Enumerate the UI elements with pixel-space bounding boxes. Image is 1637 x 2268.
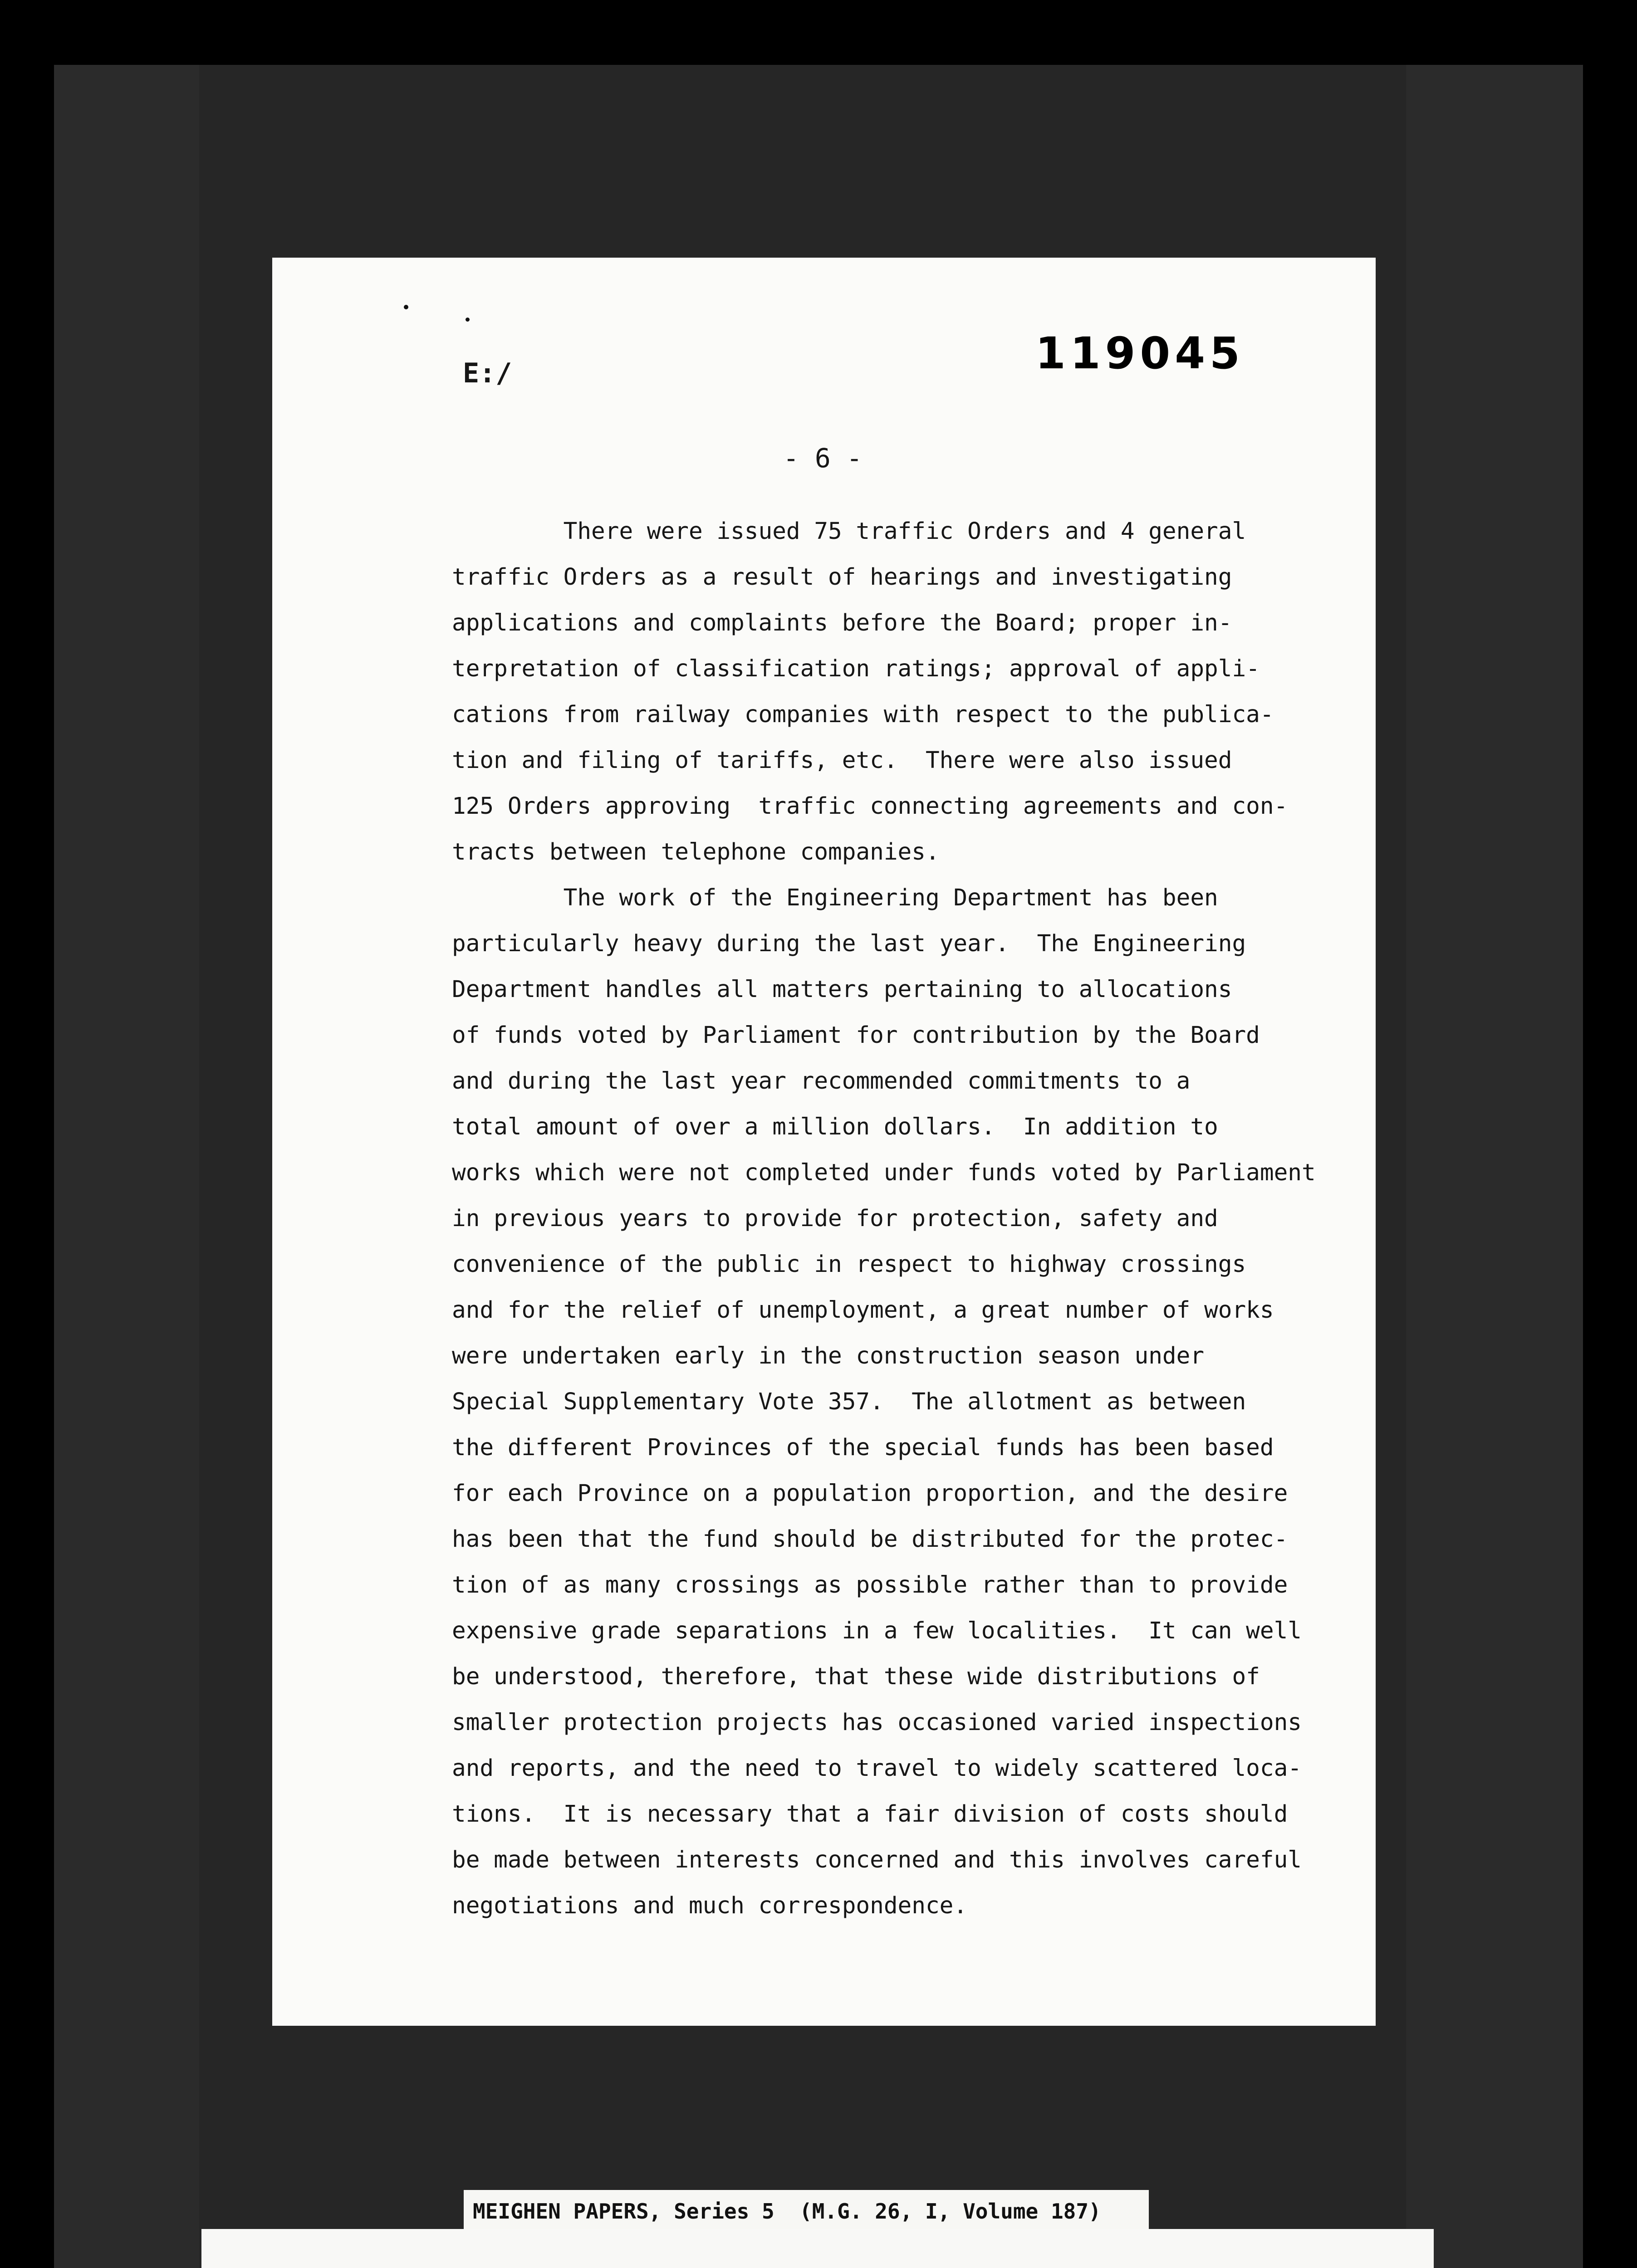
text-line: smaller protection projects has occasioned varied inspections xyxy=(452,1709,1302,1736)
body-text xyxy=(272,258,1376,2026)
text-line: traffic Orders as a result of hearings and investigating xyxy=(452,564,1232,591)
text-line: tions. It is necessary that a fair division of costs should xyxy=(452,1801,1288,1828)
text-line: and for the relief of unemployment, a great number of works xyxy=(452,1297,1274,1324)
typist-initials: E:/ xyxy=(463,357,512,389)
text-line: in previous years to provide for protection, safety and xyxy=(452,1205,1218,1232)
text-line: for each Province on a population proportion, and the desire xyxy=(452,1480,1288,1507)
archive-stamp-card xyxy=(201,2229,1434,2268)
typed-page xyxy=(272,258,1376,2026)
text-line: has been that the fund should be distributed for the protec- xyxy=(452,1526,1288,1553)
collection-label-text: MEIGHEN PAPERS, Series 5 (M.G. 26, I, Volume 187) xyxy=(473,2199,1101,2224)
text-line: Department handles all matters pertaining to allocations xyxy=(452,976,1232,1003)
text-line: applications and complaints before the Board; proper in- xyxy=(452,610,1232,636)
text-line: be made between interests concerned and this involves careful xyxy=(452,1847,1302,1873)
speck-mark xyxy=(404,305,408,309)
text-line: and reports, and the need to travel to widely scattered loca- xyxy=(452,1755,1302,1782)
text-line: were undertaken early in the construction season under xyxy=(452,1343,1205,1369)
text-line: tion of as many crossings as possible rather than to provide xyxy=(452,1572,1288,1598)
text-line: 125 Orders approving traffic connecting agreements and con- xyxy=(452,793,1288,820)
text-line: The work of the Engineering Department has been xyxy=(452,885,1218,911)
text-line: Special Supplementary Vote 357. The allotment as between xyxy=(452,1388,1246,1415)
text-line: be understood, therefore, that these wide distributions of xyxy=(452,1663,1260,1690)
text-line: negotiations and much correspondence. xyxy=(452,1892,968,1919)
page-number: - 6 - xyxy=(783,443,863,474)
text-line: expensive grade separations in a few localities. It can well xyxy=(452,1618,1302,1644)
text-line: particularly heavy during the last year. The Engineering xyxy=(452,930,1246,957)
text-line: convenience of the public in respect to highway crossings xyxy=(452,1251,1246,1278)
collection-label xyxy=(464,2190,1149,2235)
text-line: There were issued 75 traffic Orders and 4 general xyxy=(452,518,1246,545)
text-line: terpretation of classification ratings; approval of appli- xyxy=(452,655,1260,682)
speck-mark xyxy=(466,318,470,322)
text-line: total amount of over a million dollars. In addition to xyxy=(452,1114,1218,1140)
text-line: the different Provinces of the special funds has been based xyxy=(452,1434,1274,1461)
text-line: and during the last year recommended commitments to a xyxy=(452,1068,1191,1095)
text-line: tracts between telephone companies. xyxy=(452,839,940,865)
text-line: tion and filing of tariffs, etc. There were also issued xyxy=(452,747,1232,774)
text-line: cations from railway companies with respect to the publica- xyxy=(452,701,1274,728)
text-line: of funds voted by Parliament for contribution by the Board xyxy=(452,1022,1260,1049)
document-number: 119045 xyxy=(1035,328,1245,379)
text-line: works which were not completed under funds voted by Parliament xyxy=(452,1159,1316,1186)
